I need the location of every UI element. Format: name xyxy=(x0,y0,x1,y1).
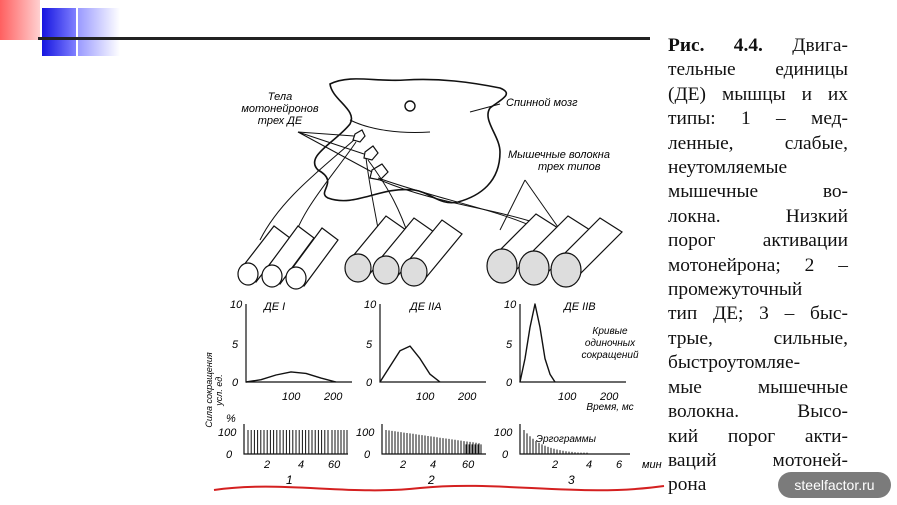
caption-line: локна. Низкий xyxy=(668,205,848,227)
central-canal xyxy=(405,101,415,111)
caption-line: (ДЕ) мышцы и их xyxy=(668,83,848,105)
tick: 5 xyxy=(232,339,239,351)
tick: 0 xyxy=(506,377,513,389)
caption-line: промежуточный xyxy=(668,279,803,301)
tick: 60 xyxy=(328,459,341,471)
caption-line: ленные, слабые, xyxy=(668,132,848,154)
caption-line: мые мышечные xyxy=(668,376,848,398)
label-bodies: мотонейронов xyxy=(241,103,319,115)
neuron-body-1 xyxy=(353,130,365,142)
site-badge: steelfactor.ru xyxy=(778,472,891,498)
caption-line: мышечные во- xyxy=(668,181,848,203)
tick: 2 xyxy=(400,459,407,471)
y-axis-label: усл. ед. xyxy=(214,374,224,406)
panel-number-2: 2 xyxy=(428,473,435,487)
pointer-line xyxy=(500,180,525,230)
label-spinal-cord: Спинной мозг xyxy=(506,97,578,109)
caption-line: тип ДЕ; 3 – быс- xyxy=(668,303,848,325)
caption-line: кий порог акти- xyxy=(668,425,848,447)
panel-title-3: ДЕ IIB xyxy=(564,301,596,313)
caption-line: неутомляемые xyxy=(668,157,788,179)
curves-note: одиночных xyxy=(584,338,636,349)
twitch-axes xyxy=(246,304,352,382)
tick: 60 xyxy=(462,459,475,471)
tick: 0 xyxy=(364,449,371,461)
tick: 10 xyxy=(504,299,517,311)
tick: 2 xyxy=(264,459,271,471)
tick: 4 xyxy=(298,459,305,471)
panel-number-1: 1 xyxy=(286,473,293,487)
twitch-axes xyxy=(380,304,486,382)
erg-percent: % xyxy=(226,413,236,425)
caption-line: ваций мотоней- xyxy=(668,449,848,471)
tick: 100 xyxy=(416,391,435,403)
tick: 0 xyxy=(232,377,239,389)
erg-min-label: мин xyxy=(642,459,662,471)
caption-line: трые, сильные, xyxy=(668,327,848,349)
pointer-line xyxy=(298,132,354,136)
label-fibers: Мышечные волокна xyxy=(508,149,610,161)
panel-number-3: 3 xyxy=(568,473,575,487)
pointer-line xyxy=(470,104,500,112)
tick: 10 xyxy=(364,299,377,311)
caption-line: типы: 1 – мед- xyxy=(668,108,848,130)
caption-line: быстроутомляе- xyxy=(668,352,801,374)
caption-line: мотонейрона; 2 – xyxy=(668,254,848,276)
neuron-body-2 xyxy=(364,146,378,160)
tick: 6 xyxy=(616,459,623,471)
tick: 0 xyxy=(366,377,373,389)
decor-blue-gradient xyxy=(78,8,120,56)
caption-line: волокна. Высо- xyxy=(668,401,848,423)
label-fibers: трех типов xyxy=(538,161,601,173)
twitch-curve-3 xyxy=(520,304,555,382)
tick: 100 xyxy=(218,427,237,439)
tick: 0 xyxy=(226,449,233,461)
tick: 4 xyxy=(586,459,593,471)
tick: 200 xyxy=(458,391,477,403)
twitch-curve-1 xyxy=(246,372,336,382)
time-axis-label: Время, мс xyxy=(586,402,634,413)
tick: 100 xyxy=(494,427,513,439)
tick: 100 xyxy=(282,391,301,403)
tick: 200 xyxy=(600,391,619,403)
caption-line: Рис. 4.4. Двига- xyxy=(668,35,848,56)
y-axis-label: Сила сокращения xyxy=(204,352,214,428)
label-bodies: трех ДЕ xyxy=(257,115,303,127)
panel-title-2: ДЕ IIA xyxy=(410,301,442,313)
panel-title-1: ДЕ I xyxy=(264,301,286,313)
motor-units-figure xyxy=(200,60,670,500)
tick: 10 xyxy=(230,299,243,311)
tick: 2 xyxy=(552,459,559,471)
figure-caption xyxy=(668,34,848,498)
caption-line: порог активации xyxy=(668,230,848,252)
header-rule xyxy=(38,37,650,40)
label-bodies: Тела xyxy=(267,91,293,103)
tick: 0 xyxy=(502,449,509,461)
caption-line: тельные единицы xyxy=(668,59,848,81)
caption-line: рона xyxy=(668,474,707,496)
tick: 100 xyxy=(356,427,375,439)
tick: 5 xyxy=(506,339,513,351)
fiber-bundle-1 xyxy=(238,226,338,289)
tick: 200 xyxy=(324,391,343,403)
tick: 4 xyxy=(430,459,437,471)
twitch-curve-2 xyxy=(380,346,440,382)
red-underline xyxy=(214,486,664,490)
curves-note: Кривые xyxy=(592,326,628,337)
ergograms-label: Эргограммы xyxy=(536,434,597,445)
curves-note: сокращений xyxy=(581,350,639,361)
tick: 5 xyxy=(366,339,373,351)
fiber-bundle-3 xyxy=(487,214,622,287)
decor-red-square xyxy=(0,0,40,40)
decor-blue-square xyxy=(42,8,76,56)
tick: 100 xyxy=(558,391,577,403)
spinal-cord-outline xyxy=(315,79,507,203)
fiber-bundle-2 xyxy=(345,216,462,286)
